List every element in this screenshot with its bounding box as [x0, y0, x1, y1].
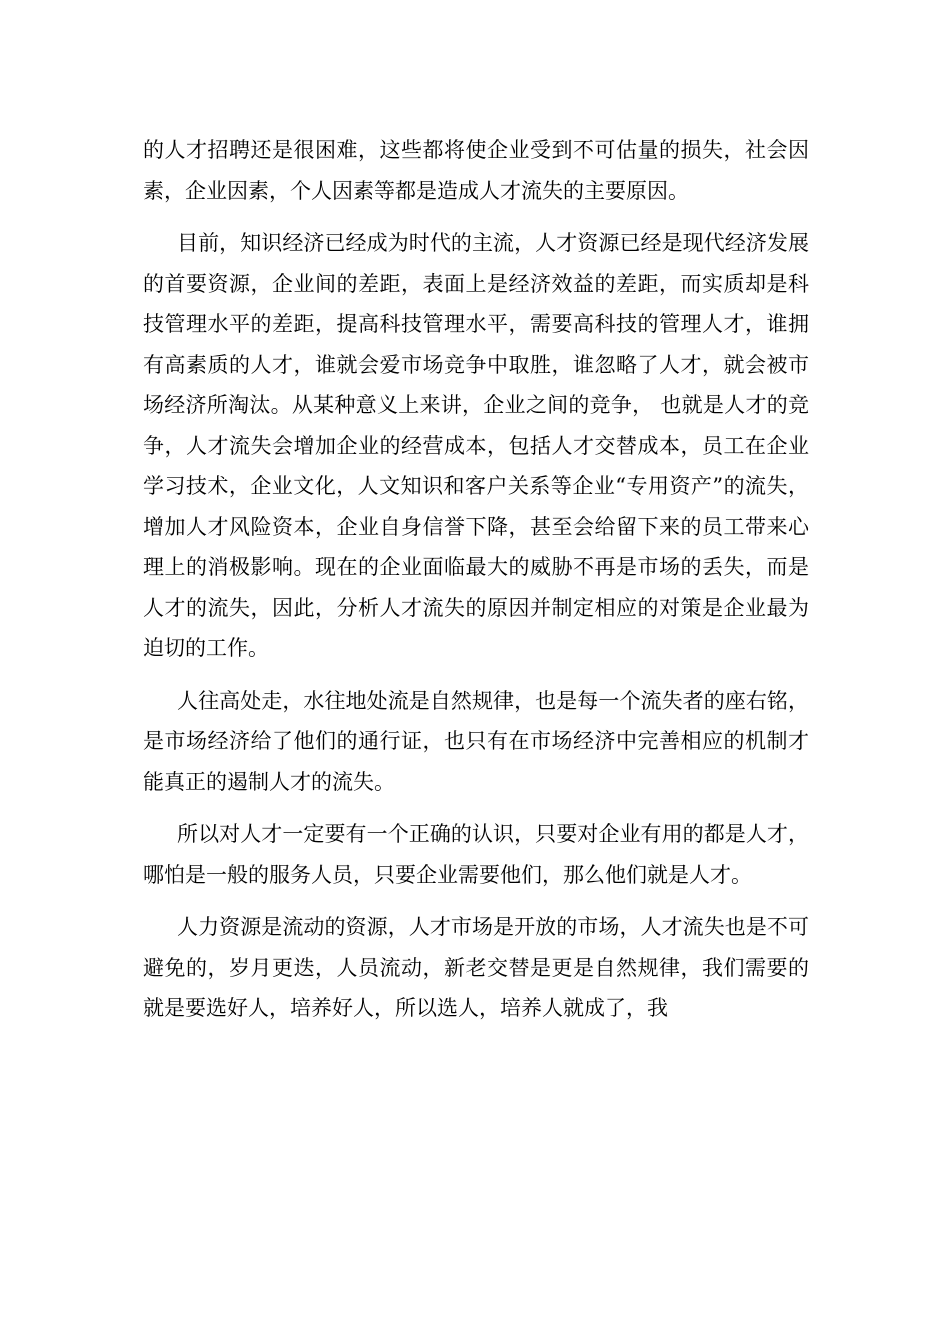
paragraph-knowledge-economy: 目前，知识经济已经成为时代的主流，人才资源已经是现代经济发展的首要资源，企业间的差距，表面上是经济效益的差距，而实质却是科技管理水平的差距，提高科技管理水平，需要高科技的管理人才，谁拥有高素质的人才，谁就会爱市场竞争中取胜，谁忽略了人才，就会被市场经济所淘汰。从某种意义上来讲，企业之间的竞争， 也就是人才的竞争，人才流失会增加企业的经营成本，包括人才交替成本，员工在企业学习技术，企业文化，人文知识和客户关系等企业“专用资产”的流失，增加人才风险资本，企业自身信誉下降，甚至会给留下来的员工带来心理上的消极影响。现在的企业面临最大的威胁不再是市场的丢失，而是人才的流失，因此，分析人才流失的原因并制定相应的对策是企业最为迫切的工作。 — [143, 231, 809, 660]
paragraph-continuation: 的人才招聘还是很困难，这些都将使企业受到不可估量的损失，社会因素，企业因素，个人因素等都是造成人才流失的主要原因。 — [143, 138, 809, 203]
paragraph-talent-recognition: 所以对人才一定要有一个正确的认识，只要对企业有用的都是人才，哪怕是一般的服务人员，只要企业需要他们，那么他们就是人才。 — [143, 822, 809, 887]
document-body — [143, 130, 809, 1041]
paragraph-human-resources: 人力资源是流动的资源，人才市场是开放的市场，人才流失也是不可避免的，岁月更迭，人员流动，新老交替是更是自然规律，我们需要的就是要选好人，培养好人，所以选人，培养人就成了，我 — [143, 915, 809, 1020]
paragraph-natural-law: 人往高处走，水往地处流是自然规律，也是每一个流失者的座右铭，是市场经济给了他们的通行证，也只有在市场经济中完善相应的机制才能真正的遏制人才的流失。 — [143, 688, 809, 794]
